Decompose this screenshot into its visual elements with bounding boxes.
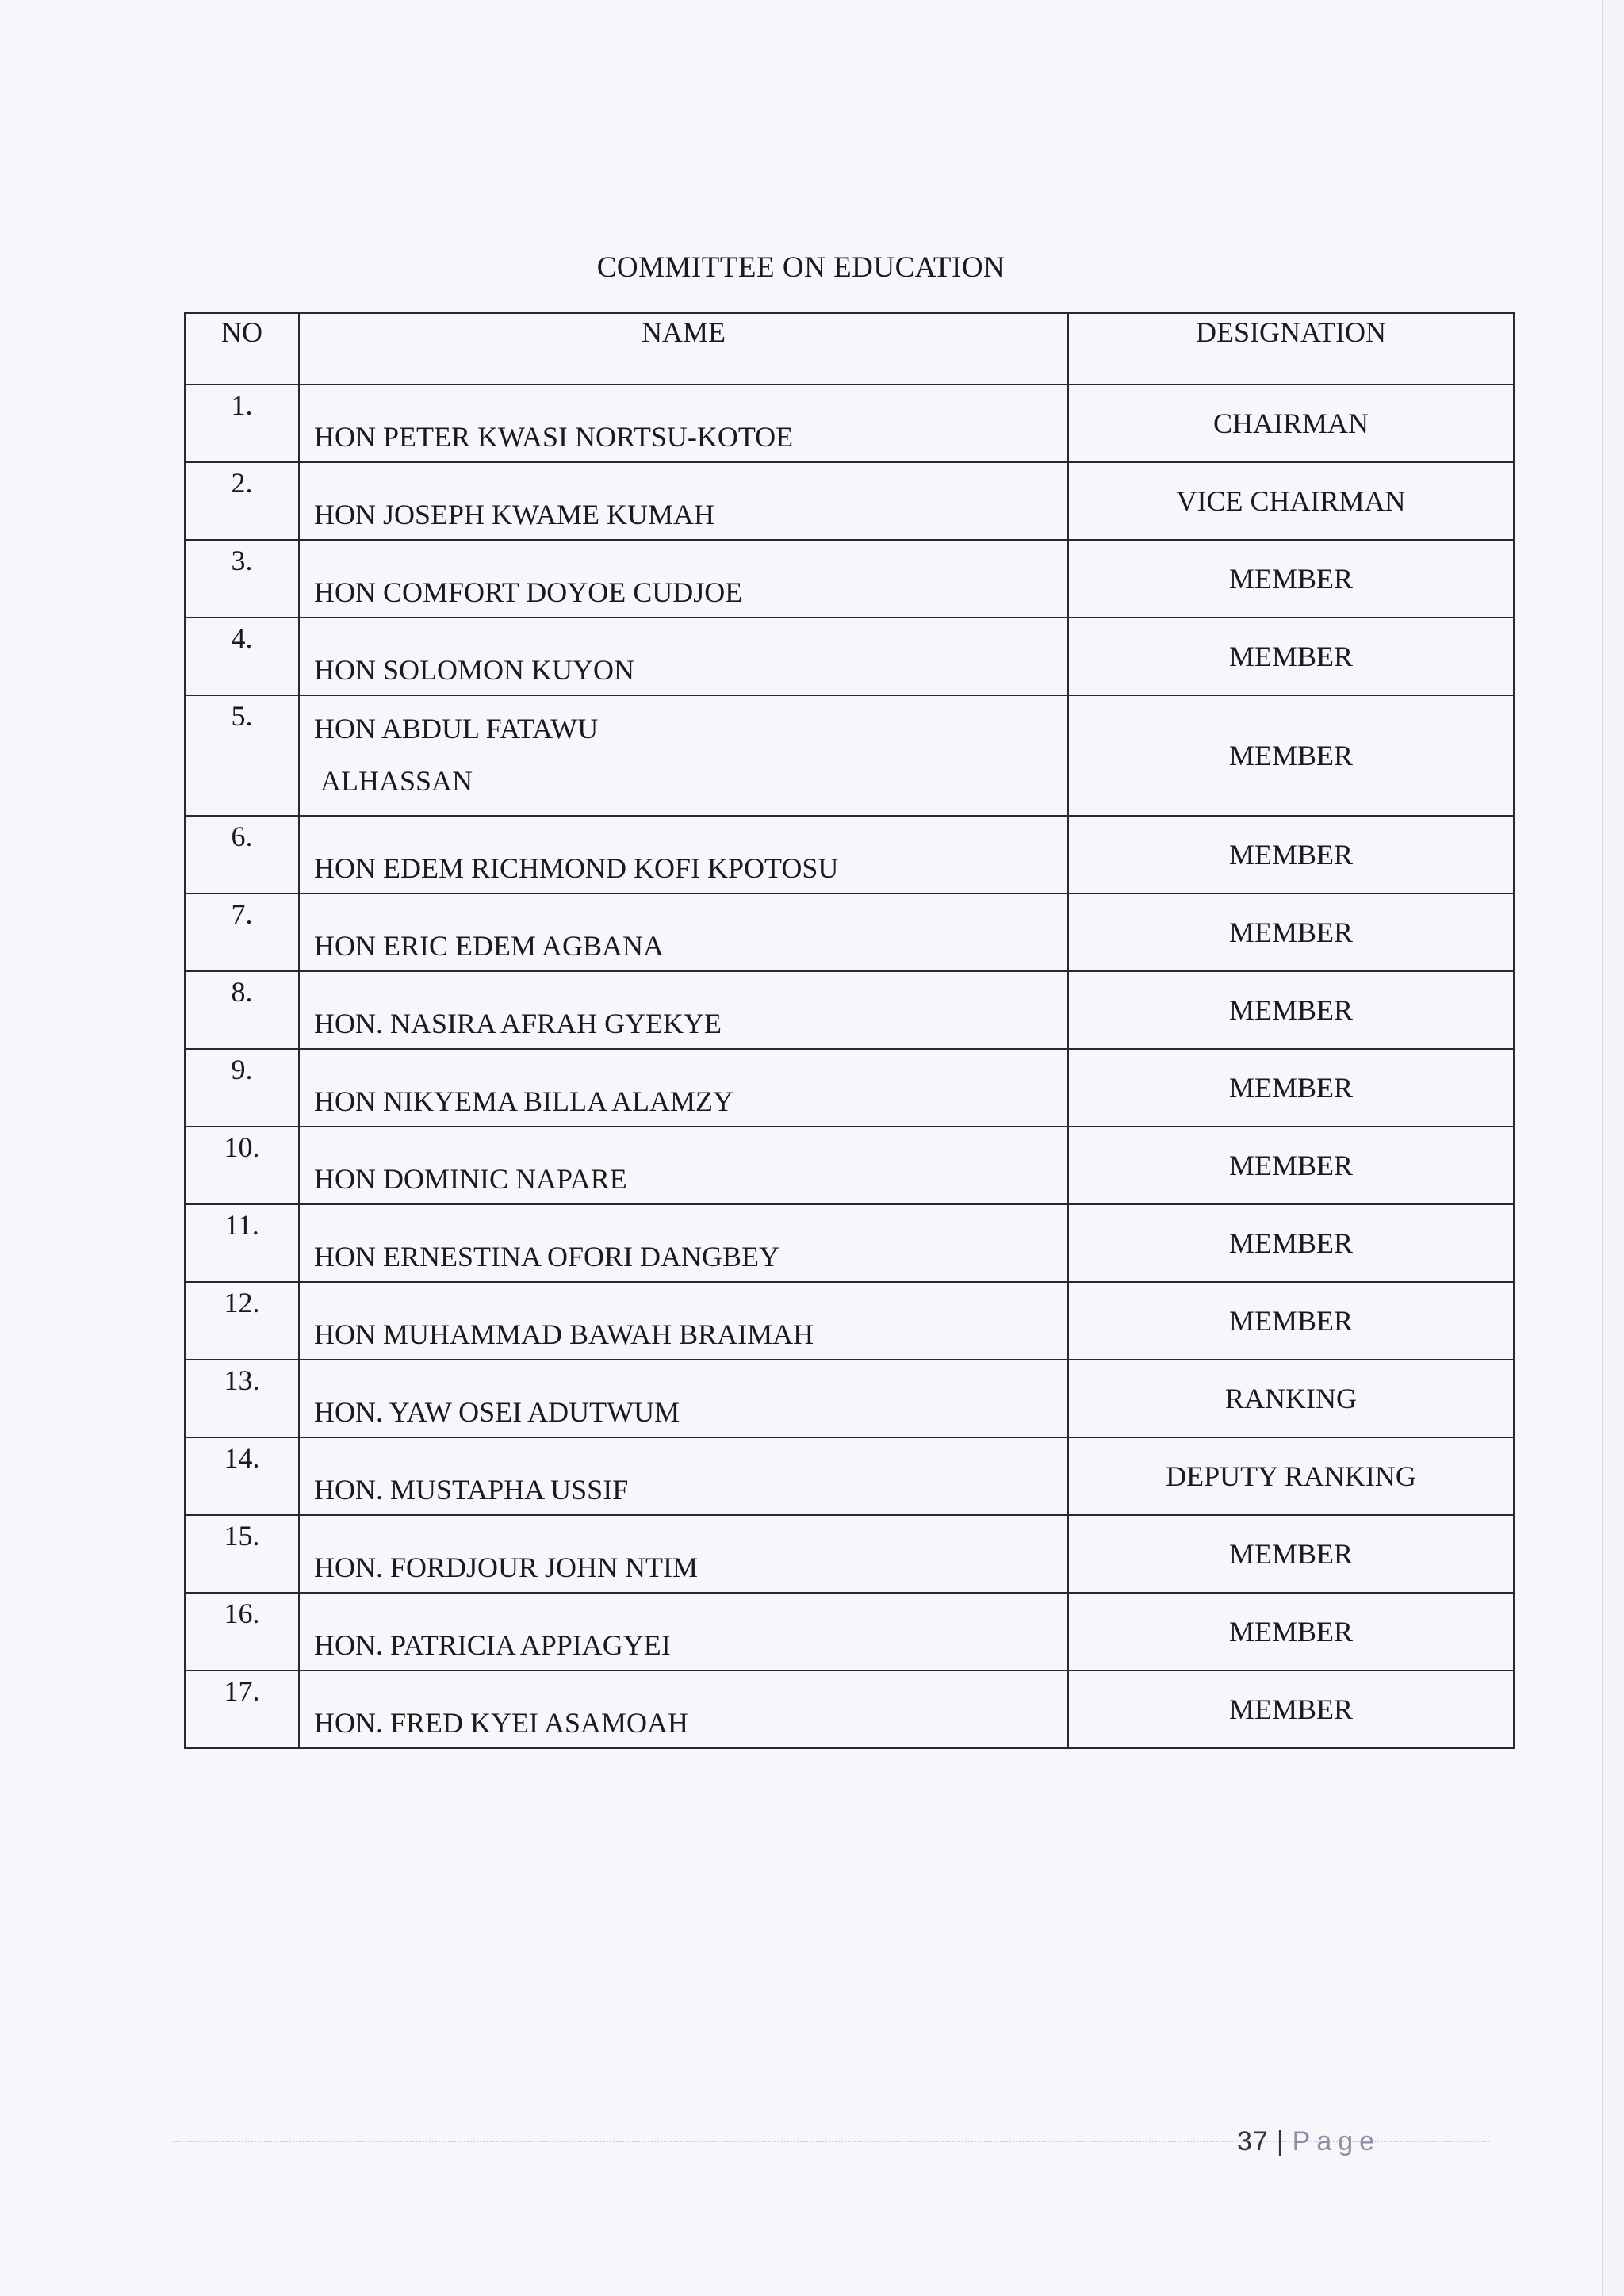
member-name: HON PETER KWASI NORTSU-KOTOE (299, 385, 1068, 462)
member-name: HON COMFORT DOYOE CUDJOE (299, 540, 1068, 618)
table-row (185, 1593, 1514, 1670)
table-row (185, 971, 1514, 1049)
document-title: COMMITTEE ON EDUCATION (596, 251, 1005, 284)
column-header-no: NO (185, 313, 299, 385)
member-name: HON ERNESTINA OFORI DANGBEY (299, 1204, 1068, 1282)
member-name: HON NIKYEMA BILLA ALAMZY (299, 1049, 1068, 1127)
table-row (185, 1360, 1514, 1437)
table-row (185, 385, 1514, 462)
member-name: HON. FRED KYEI ASAMOAH (299, 1670, 1068, 1748)
member-name (299, 695, 1068, 816)
table-row (185, 1282, 1514, 1360)
row-number: 14. (185, 1437, 299, 1515)
table-row (185, 695, 1514, 816)
table-row (185, 462, 1514, 540)
member-name: HON. YAW OSEI ADUTWUM (299, 1360, 1068, 1437)
member-designation: DEPUTY RANKING (1068, 1437, 1514, 1515)
row-number: 8. (185, 971, 299, 1049)
row-number: 15. (185, 1515, 299, 1593)
table-row (185, 540, 1514, 618)
member-designation: MEMBER (1068, 618, 1514, 695)
member-name: HON MUHAMMAD BAWAH BRAIMAH (299, 1282, 1068, 1360)
member-name-line-2: ALHASSAN (320, 765, 473, 797)
row-number: 12. (185, 1282, 299, 1360)
member-designation: MEMBER (1068, 1515, 1514, 1593)
member-designation: MEMBER (1068, 1670, 1514, 1748)
row-number: 6. (185, 816, 299, 894)
table-row (185, 1437, 1514, 1515)
member-name: HON. NASIRA AFRAH GYEKYE (299, 971, 1068, 1049)
row-number: 9. (185, 1049, 299, 1127)
table-row (185, 894, 1514, 971)
row-number: 2. (185, 462, 299, 540)
member-name: HON ERIC EDEM AGBANA (299, 894, 1068, 971)
table-row (185, 1515, 1514, 1593)
member-designation: CHAIRMAN (1068, 385, 1514, 462)
member-designation: MEMBER (1068, 971, 1514, 1049)
member-designation: MEMBER (1068, 816, 1514, 894)
member-designation: RANKING (1068, 1360, 1514, 1437)
table-row (185, 1049, 1514, 1127)
column-header-name: NAME (299, 313, 1068, 385)
row-number: 10. (185, 1127, 299, 1204)
member-name: HON SOLOMON KUYON (299, 618, 1068, 695)
committee-table (184, 312, 1515, 1749)
table-row (185, 816, 1514, 894)
member-name: HON EDEM RICHMOND KOFI KPOTOSU (299, 816, 1068, 894)
row-number: 3. (185, 540, 299, 618)
member-designation: MEMBER (1068, 1282, 1514, 1360)
table-row (185, 1204, 1514, 1282)
table-row (185, 1670, 1514, 1748)
member-designation: MEMBER (1068, 540, 1514, 618)
row-number: 1. (185, 385, 299, 462)
member-name: HON. MUSTAPHA USSIF (299, 1437, 1068, 1515)
member-designation: MEMBER (1068, 1049, 1514, 1127)
row-number: 4. (185, 618, 299, 695)
member-designation: MEMBER (1068, 1204, 1514, 1282)
page-label: Page (1292, 2126, 1381, 2156)
member-designation: MEMBER (1068, 894, 1514, 971)
member-name-line-1: HON ABDUL FATAWU (314, 713, 599, 744)
row-number: 5. (185, 695, 299, 816)
member-designation: MEMBER (1068, 1593, 1514, 1670)
member-designation: MEMBER (1068, 1127, 1514, 1204)
row-number: 17. (185, 1670, 299, 1748)
row-number: 7. (185, 894, 299, 971)
member-designation: MEMBER (1068, 695, 1514, 816)
row-number: 11. (185, 1204, 299, 1282)
member-name: HON. FORDJOUR JOHN NTIM (299, 1515, 1068, 1593)
row-number: 13. (185, 1360, 299, 1437)
page-separator: | (1276, 2126, 1285, 2156)
member-name: HON DOMINIC NAPARE (299, 1127, 1068, 1204)
table-header-row (185, 313, 1514, 385)
member-name: HON. PATRICIA APPIAGYEI (299, 1593, 1068, 1670)
member-name: HON JOSEPH KWAME KUMAH (299, 462, 1068, 540)
member-designation: VICE CHAIRMAN (1068, 462, 1514, 540)
page-footer (1237, 2126, 1381, 2157)
table-row (185, 1127, 1514, 1204)
table-row (185, 618, 1514, 695)
row-number: 16. (185, 1593, 299, 1670)
column-header-designation: DESIGNATION (1068, 313, 1514, 385)
page-number: 37 (1237, 2126, 1269, 2156)
